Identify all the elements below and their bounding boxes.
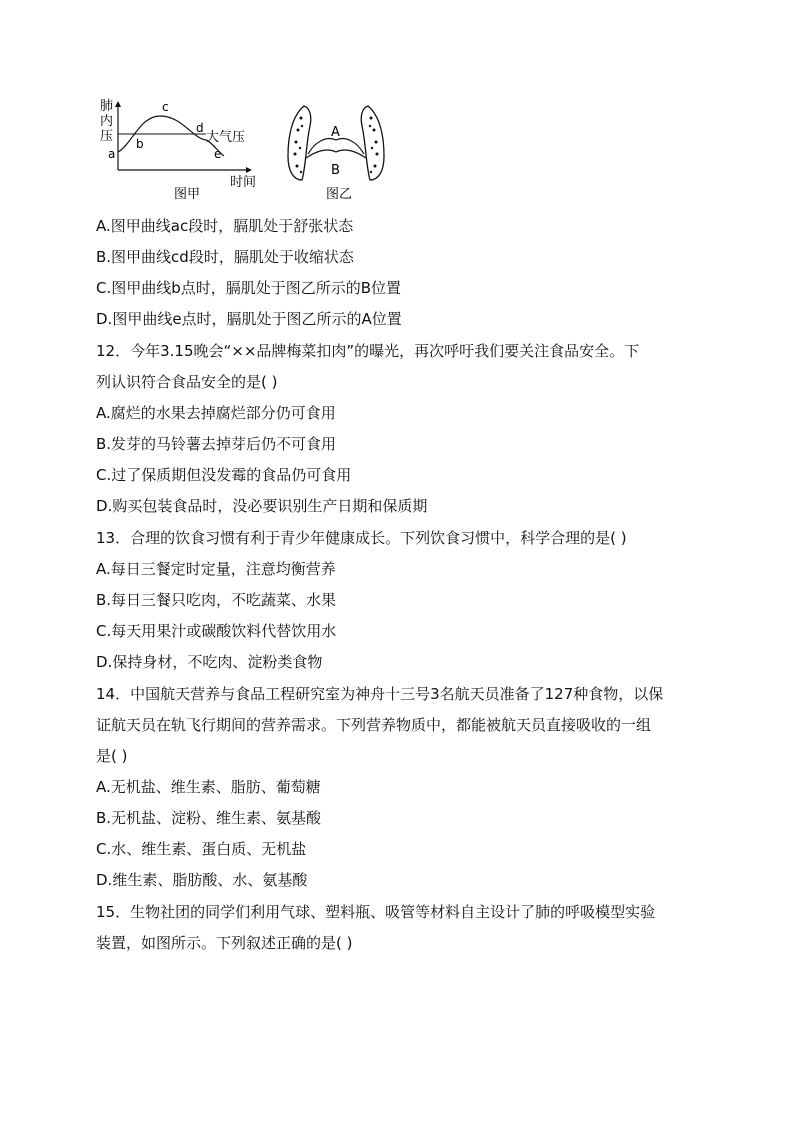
question-12-stem-2: 列认识符合食品安全的是( ) (96, 373, 278, 391)
question-13-stem: 13．合理的饮食习惯有利于青少年健康成长。下列饮食习惯中，科学合理的是( ) (96, 529, 627, 547)
option-14-c: C.水、维生素、蛋白质、无机盐 (96, 840, 307, 858)
option-13-b: B.每日三餐只吃肉，不吃蔬菜、水果 (96, 591, 337, 609)
point-e-label: e (214, 147, 222, 161)
option-11-c: C.图甲曲线b点时，膈肌处于图乙所示的B位置 (96, 279, 402, 297)
question-12-stem-1: 12．今年3.15晚会“××品牌梅菜扣肉”的曝光，再次呼吁我们要关注食品安全。下 (96, 342, 640, 360)
figure-jia-caption: 图甲 (174, 187, 201, 202)
option-12-a: A.腐烂的水果去掉腐烂部分仍可食用 (96, 404, 336, 422)
point-d-label: d (196, 121, 204, 135)
option-14-b: B.无机盐、淀粉、维生素、氨基酸 (96, 809, 322, 827)
question-14-stem-2: 证航天员在轨飞行期间的营养需求。下列营养物质中，都能被航天员直接吸收的一组 (96, 716, 652, 734)
point-b-label: b (136, 137, 144, 151)
figure-yi-caption: 图乙 (326, 187, 353, 202)
figure-jia (100, 98, 256, 202)
option-13-a: A.每日三餐定时定量，注意均衡营养 (96, 560, 336, 578)
option-11-b: B.图甲曲线cd段时，膈肌处于收缩状态 (96, 248, 354, 266)
point-a-label: a (108, 147, 116, 161)
atmospheric-label: 大气压 (206, 130, 246, 145)
label-b: B (331, 163, 340, 178)
option-13-c: C.每天用果汁或碳酸饮料代替饮用水 (96, 622, 337, 640)
question-14-stem-1: 14．中国航天营养与食品工程研究室为神舟十三号3名航天员准备了127种食物，以保 (96, 685, 664, 703)
option-11-a: A.图甲曲线ac段时，膈肌处于舒张状态 (96, 217, 354, 235)
option-12-c: C.过了保质期但没发霉的食品仍可食用 (96, 466, 352, 484)
left-rib-wall (288, 106, 311, 180)
x-axis-label: 时间 (230, 175, 257, 190)
option-11-d: D.图甲曲线e点时，膈肌处于图乙所示的A位置 (96, 310, 402, 328)
y-axis-label: 肺内压 (100, 99, 114, 144)
option-14-a: A.无机盐、维生素、脂肪、葡萄糖 (96, 778, 321, 796)
question-15-stem-2: 装置，如图所示。下列叙述正确的是( ) (96, 934, 353, 952)
option-12-d: D.购买包装食品时，没必要识别生产日期和保质期 (96, 497, 428, 515)
option-13-d: D.保持身材，不吃肉、淀粉类食物 (96, 653, 323, 671)
figure-row (96, 96, 426, 206)
right-rib-wall (361, 106, 384, 180)
question-14-stem-3: 是( ) (96, 747, 128, 765)
diaphragm-position-b (306, 150, 366, 158)
option-14-d: D.维生素、脂肪酸、水、氨基酸 (96, 871, 308, 889)
figure-yi (288, 106, 384, 202)
y-axis-arrow (115, 101, 121, 107)
label-a: A (331, 125, 340, 140)
option-12-b: B.发芽的马铃薯去掉芽后仍不可食用 (96, 435, 337, 453)
question-15-stem-1: 15．生物社团的同学们利用气球、塑料瓶、吸管等材料自主设计了肺的呼吸模型实验 (96, 903, 656, 921)
x-axis-arrow (246, 167, 252, 173)
point-c-label: c (162, 100, 169, 114)
figure-svg (96, 96, 426, 206)
